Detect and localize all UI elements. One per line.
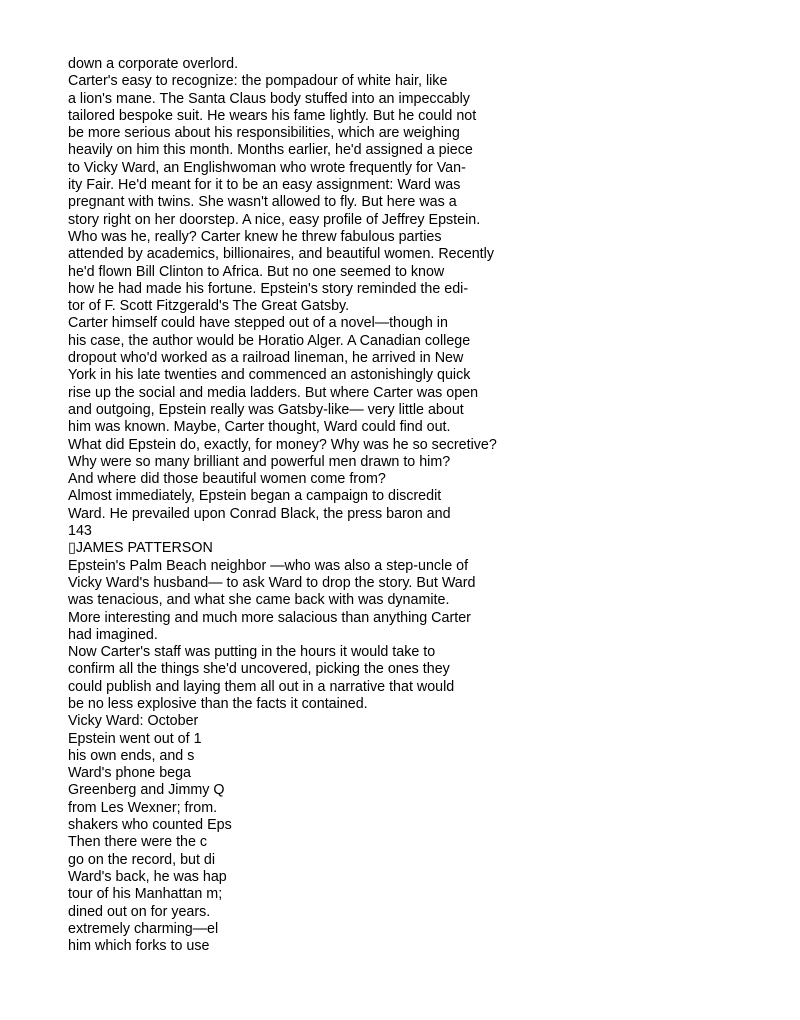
text-line: Vicky Ward's husband— to ask Ward to drop the story. But Ward [68,574,476,591]
text-line: him which forks to use [68,938,210,955]
text-line: was tenacious, and what she came back with was dynamite. [68,592,450,609]
text-line: dined out on for years. [68,903,211,920]
text-line: pregnant with twins. She wasn't allowed to fly. But here was a [68,194,457,211]
text-line: how he had made his fortune. Epstein's story reminded the edi- [68,280,469,297]
text-line: Who was he, really? Carter knew he threw fabulous parties [68,228,442,245]
text-line: story right on her doorstep. A nice, easy profile of Jeffrey Epstein. [68,211,481,228]
text-line: And where did those beautiful women come from? [68,471,386,488]
text-line: Now Carter's staff was putting in the hours it would take to [68,644,436,661]
text-line: and outgoing, Epstein really was Gatsby-like— very little about [68,401,464,418]
text-line: confirm all the things she'd uncovered, picking the ones they [68,661,450,678]
text-line: tour of his Manhattan m; [68,886,223,903]
text-line: Carter himself could have stepped out of a novel—though in [68,315,448,332]
text-line: What did Epstein do, exactly, for money? Why was he so secretive? [68,436,497,453]
text-line: Epstein went out of 1 [68,730,202,747]
text-line: shakers who counted Eps [68,817,232,834]
text-line: go on the record, but di [68,851,216,868]
text-line: be more serious about his responsibilities, which are weighing [68,125,460,142]
missing-glyph-icon: ▯ [68,540,76,557]
text-line: extremely charming—el [68,920,219,937]
text-line: Epstein's Palm Beach neighbor —who was also a step-uncle of [68,557,469,574]
document-body [68,56,788,955]
text-line: Ward's back, he was hap [68,868,227,885]
text-line: him was known. Maybe, Carter thought, Ward could find out. [68,419,451,436]
running-header-text: JAMES PATTERSON [75,540,213,557]
text-line: Then there were the c [68,834,208,851]
text-line: his case, the author would be Horatio Alger. A Canadian college [68,332,471,349]
text-line: be no less explosive than the facts it contained. [68,695,368,712]
text-line: dropout who'd worked as a railroad lineman, he arrived in New [68,350,464,367]
text-line: heavily on him this month. Months earlier, he'd assigned a piece [68,142,473,159]
text-line: to Vicky Ward, an Englishwoman who wrote frequently for Van- [68,159,466,176]
text-line: Vicky Ward: October [68,713,199,730]
text-line: Greenberg and Jimmy Q [68,782,225,799]
text-line: from Les Wexner; from. [68,799,218,816]
text-line: attended by academics, billionaires, and beautiful women. Recently [68,246,494,263]
text-line: More interesting and much more salacious than anything Carter [68,609,471,626]
text-line: could publish and laying them all out in a narrative that would [68,678,455,695]
text-line: he'd flown Bill Clinton to Africa. But no one seemed to know [68,263,445,280]
text-line: Carter's easy to recognize: the pompadour of white hair, like [68,73,448,90]
text-line: down a corporate overlord. [68,56,239,72]
text-line: Ward's phone bega [68,765,192,782]
page-number: 143 [68,523,92,540]
text-line: rise up the social and media ladders. But where Carter was open [68,384,479,401]
text-line: tor of F. Scott Fitzgerald's The Great Gatsby. [68,298,350,315]
text-line: ity Fair. He'd meant for it to be an easy assignment: Ward was [68,177,461,194]
text-line: Almost immediately, Epstein began a campaign to discredit [68,488,442,505]
text-line: a lion's mane. The Santa Claus body stuffed into an impeccably [68,90,470,107]
text-line: his own ends, and s [68,747,195,764]
text-line: tailored bespoke suit. He wears his fame lightly. But he could not [68,107,477,124]
text-line: had imagined. [68,626,158,643]
text-line: York in his late twenties and commenced an astonishingly quick [68,367,471,384]
text-line: Ward. He prevailed upon Conrad Black, the press baron and [68,505,451,522]
text-line: Why were so many brilliant and powerful men drawn to him? [68,453,451,470]
running-header [68,540,788,557]
